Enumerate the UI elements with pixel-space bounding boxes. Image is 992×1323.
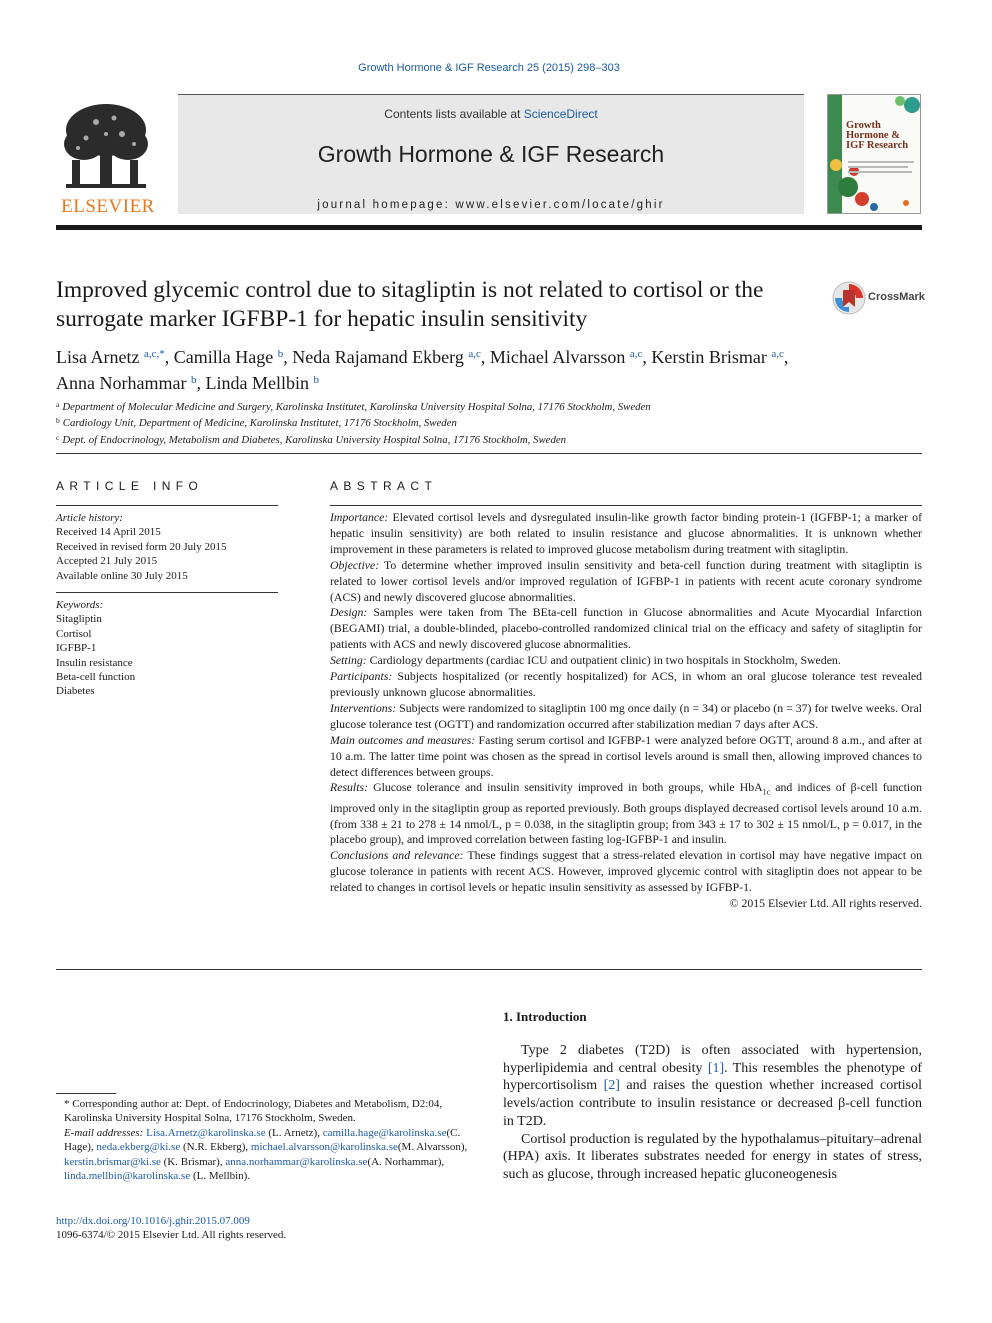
abstract-section-label: Importance: [330,510,389,524]
abstract-section: Objective: To determine whether improved insulin sensitivity and beta-cell function during treatment with sitagliptin is related to lower cortisol levels and/or improved regulation of IGFBP-1 in patients with recent acute coronary syndrome (ACS) and newly discovered glucose abnormalities. [330,557,922,604]
corresponding-author-note: * Corresponding author at: Dept. of Endocrinology, Diabetes and Metabolism, D2:04, Karolinska University Hospital Solna, 17176 Stockholm, Sweden. [64,1098,443,1125]
author-affiliation-mark[interactable]: a,c [629,348,643,360]
abstract-bottom-divider [56,969,922,970]
journal-citation[interactable]: Growth Hormone & IGF Research 25 (2015) 298–303 [358,62,620,74]
author-affiliation-mark[interactable]: a,c [771,348,784,360]
author-affiliation-mark[interactable]: b [313,374,319,386]
keyword-item: Cortisol [56,627,92,640]
footnotes [56,1097,480,1183]
article-info-heading: ARTICLE INFO [56,479,204,493]
abstract-sections [330,510,922,896]
email-label: E-mail addresses: [64,1126,147,1139]
cover-journal-title: Growth Hormone & IGF Research [846,120,909,151]
abstract-section-label: Main outcomes and measures: [330,732,476,747]
email-link[interactable]: camilla.hage@karolinska.se [322,1126,447,1139]
journal-title[interactable]: Growth Hormone & IGF Research [317,141,665,167]
author-affiliation-mark[interactable]: a,c,* [143,348,165,360]
abstract-section-label: Design: [330,605,368,620]
intro-text: . This resembles the phenotype of hypercortisolism [503,1060,922,1094]
affiliation-item [56,398,922,414]
introduction-heading: 1. Introduction [503,1009,587,1024]
abstract-section: Setting: Cardiology departments (cardiac ICU and outpatient clinic) in two hospitals in Stockholm, Sweden. [330,653,841,668]
section-divider [56,453,922,454]
keyword-item: Insulin resistance [56,656,133,669]
masthead [56,92,922,222]
history-item: Accepted 21 July 2015 [56,555,158,568]
article-history [56,505,278,583]
author-name[interactable]: Michael Alvarsson [489,347,626,367]
abstract-section: Participants: Subjects hospitalized (or recently hospitalized) for ACS, in whom an oral glucose tolerance test revealed previously unknown glucose abnormalities. [330,669,922,699]
abstract-section: Main outcomes and measures: Fasting serum cortisol and IGFBP-1 were analyzed before OGTT, around 8 a.m., and after at 10 a.m. The latter time point was chosen as the spread in cortisol levels around is small then, allowing improved chances to detect differences between groups. [330,732,922,779]
keyword-item: Diabetes [56,685,95,698]
intro-text: Type 2 diabetes (T2D) is often associated with hypertension, hyperlipidemia and central obesity [503,1043,922,1076]
article-title: Improved glycemic control due to sitagliptin is not related to cortisol or the surrogate marker IGFBP-1 for hepatic insulin sensitivity [56,277,764,332]
intro-text: and raises the question whether increased cortisol levels/action contribute to insulin resistance or decreased β-cell function in T2D. [503,1078,922,1129]
reference-link[interactable]: [1] [707,1060,725,1076]
keyword-item: Beta-cell function [56,671,136,684]
introduction-body [503,1042,922,1184]
author-affiliation-mark[interactable]: b [190,374,197,386]
email-link[interactable]: michael.alvarsson@karolinska.se [250,1141,398,1154]
author-name[interactable]: Anna Norhammar [56,373,187,393]
author-name[interactable]: Camilla Hage [173,347,274,367]
abstract-section-label: Objective: [330,557,380,572]
affiliation-text: Dept. of Endocrinology, Metabolism and Diabetes, Karolinska University Hospital Solna, 17176 Stockholm, Sweden [62,433,567,446]
author-name[interactable]: Neda Rajamand Ekberg [292,347,464,367]
history-item: Received in revised form 20 July 2015 [56,540,227,553]
sciencedirect-link[interactable]: ScienceDirect [523,107,598,121]
journal-homepage-link[interactable]: journal homepage: www.elsevier.com/locate/ghir [317,199,665,211]
author-affiliation-mark[interactable]: b [277,348,284,360]
journal-header-box [178,94,804,214]
affiliation-list [56,398,922,447]
abstract-heading: ABSTRACT [330,479,438,493]
affiliation-mark: c [56,432,60,442]
doi-link[interactable]: http://dx.doi.org/10.1016/j.ghir.2015.07.009 [56,1215,250,1227]
footnote-divider [56,1093,116,1094]
author-name[interactable]: Linda Mellbin [205,373,309,393]
history-item: Available online 30 July 2015 [56,569,188,582]
intro-paragraph [503,1042,922,1131]
cover-art-icon [828,95,921,214]
author-name[interactable]: Kerstin Brismar [651,347,767,367]
affiliation-item [56,431,922,447]
history-label: Article history: [56,512,123,524]
email-link[interactable]: anna.norhammar@karolinska.se [225,1155,368,1168]
subscript-1c: 1c [762,787,771,797]
author-affiliation-mark[interactable]: a,c [468,348,481,360]
email-addresses: E-mail addresses: Lisa.Arnetz@karolinska.se (L. Arnetz), camilla.hage@karolinska.se(C. Hage), neda.ekberg@ki.se (N.R. Ekberg), michael.alvarsson@karolinska.se(M. Alvarsson), kerstin.brismar@ki.se (K. Brismar), anna.norhammar@karolinska.se(A. Norhammar), linda.mellbin@karolinska.se (L. Mellbin). [64,1126,468,1183]
crossmark-label: CrossMark [868,291,925,303]
abstract-section-label: Setting: [330,653,367,668]
affiliation-mark: b [56,416,60,426]
tree-icon [56,100,156,196]
publisher-name: ELSEVIER [61,196,155,217]
abstract-section: Importance: Elevated cortisol levels and dysregulated insulin-like growth factor binding protein-1 (IGFBP-1; a marker of hepatic insulin sensitivity) are both related to insulin resistance and glucose abnormalities. It is unknown whether improvement in these parameters is related to improved glucose metabolism during treatment with sitagliptin. [330,510,922,556]
keywords [56,592,278,699]
author-list: Lisa Arnetz $^{a,c,*}$, Camilla Hage $^b$, Neda Rajamand Ekberg $^{a,c}$, Michael Alvarsson $^{a,c}$, Kerstin Brismar $^{a,c}$, Anna Norhammar $^b$, Linda Mellbin $^b$ [56,347,789,393]
history-item: Received 14 April 2015 [56,526,161,539]
abstract-section-label: Conclusions and relevance: [330,848,464,863]
contents-line [178,107,804,121]
abstract-section-label: Participants: [330,669,393,684]
author-name[interactable]: Lisa Arnetz [56,347,140,367]
contents-prefix: Contents lists available at [384,107,524,121]
intro-paragraph: Cortisol production is regulated by the hypothalamus–pituitary–adrenal (HPA) axis. It liberates substrates needed for energy in states of stress, such as glucose, through increased hepatic gluconeogenesis [503,1131,922,1182]
email-link[interactable]: neda.ekberg@ki.se [96,1141,181,1154]
copyright-notice: © 2015 Elsevier Ltd. All rights reserved. [729,896,922,911]
email-link[interactable]: Lisa.Arnetz@karolinska.se [146,1126,266,1139]
abstract-section: Design: Samples were taken from The BEta-cell function in Glucose abnormalities and Acute Myocardial Infarction (BEGAMI) trial, a double-blinded, placebo-controlled randomized clinical trial on the efficacy and safety of sitagliptin for patients with ACS and newly discovered glucose abnormalities. [330,605,922,652]
crossmark-button[interactable] [832,281,924,315]
affiliation-item [56,414,922,430]
email-link[interactable]: linda.mellbin@karolinska.se [64,1170,191,1183]
keywords-label: Keywords: [56,599,104,611]
affiliation-text: Department of Molecular Medicine and Surgery, Karolinska Institutet, Karolinska University Hospital Solna, 17176 Stockholm, Sweden [62,401,651,413]
reference-link[interactable]: [2] [603,1078,620,1094]
crossmark-icon [832,281,866,315]
history-list [56,525,278,583]
affiliation-mark: a [56,400,60,409]
journal-cover-thumbnail[interactable] [827,94,921,214]
header-divider [56,225,922,230]
keyword-item: IGFBP-1 [56,642,97,655]
email-link[interactable]: kerstin.brismar@ki.se [64,1155,161,1168]
issn-line: 1096-6374/© 2015 Elsevier Ltd. All rights reserved. [56,1229,287,1242]
keyword-list [56,612,278,698]
abstract-body [330,505,922,912]
abstract-section-label: Results: [330,780,369,795]
abstract-section: Interventions: Subjects were randomized to sitagliptin 100 mg once daily (n = 34) or placebo (n = 37) for twelve weeks. Oral glucose tolerance test (OGTT) and randomization occurred after stabilization median 7 days after ACS. [330,700,922,731]
abstract-section: Conclusions and relevance: These findings suggest that a stress-related elevation in cortisol may have negative impact on glucose tolerance in patients with recent ACS. However, improved glycemic control with sitagliptin does not appear to be related to changes in cortisol levels or hepatic insulin sensitivity as assessed by IGFBP-1. [330,848,923,895]
abstract-section-label: Interventions: [330,700,397,715]
affiliation-text: Cardiology Unit, Department of Medicine, Karolinska Institutet, 17176 Stockholm, Sweden [62,417,457,430]
doi-block [56,1214,286,1243]
abstract-section: Results: Glucose tolerance and insulin sensitivity improved in both groups, while HbA$_{1c}$ and indices of β-cell function improved only in the sitagliptin group as reported previously. Both groups displayed decreased cortisol levels around 10 a.m. (from 338 ± 21 to 278 ± 14 nmol/L, p = 0.038, in the sitagliptin group; from 343 ± 17 to 302 ± 15 nmol/L, p = 0.017, in the placebo group), and improved correlation between fasting log-IGFBP-1 and insulin. [330,780,923,847]
keyword-item: Sitagliptin [56,613,102,626]
